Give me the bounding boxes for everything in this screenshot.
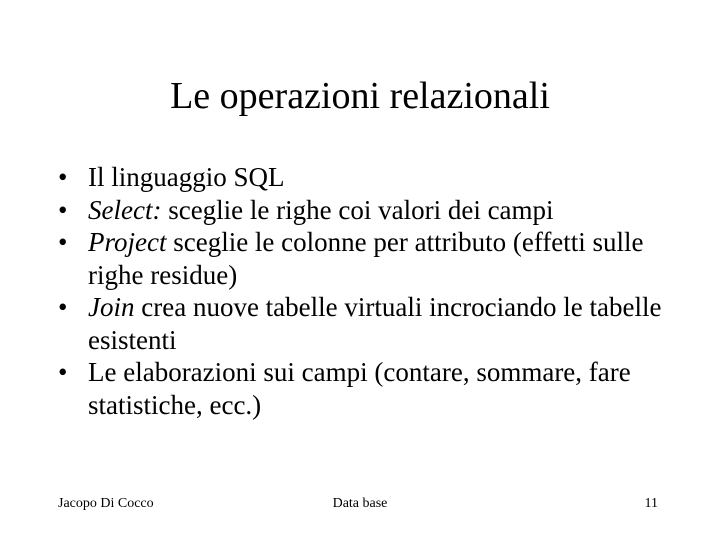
bullet-item <box>56 291 676 356</box>
bullet-icon: • <box>58 292 68 322</box>
bullet-text: crea nuove tabelle virtuali incrociando le tabelle esistenti <box>88 292 662 355</box>
footer-subject: Data base <box>332 496 388 511</box>
bullet-text: sceglie le righe coi valori dei campi <box>161 194 554 225</box>
footer-author: Jacopo Di Cocco <box>58 496 154 511</box>
bullet-text: Le elaborazioni sui campi (contare, sommare, fare statistiche, ecc.) <box>88 357 631 420</box>
bullet-item <box>56 161 676 194</box>
bullet-icon: • <box>58 357 68 387</box>
slide-title: Le operazioni relazionali <box>170 75 550 117</box>
bullet-list <box>56 161 676 421</box>
bullet-keyword: Select: <box>88 194 162 225</box>
bullet-keyword: Join <box>88 292 135 322</box>
bullet-icon: • <box>58 194 68 225</box>
bullet-item <box>56 356 676 421</box>
bullet-keyword: Project <box>88 227 167 257</box>
bullet-item <box>56 194 676 227</box>
bullet-icon: • <box>58 227 68 257</box>
bullet-text: Il linguaggio SQL <box>88 162 285 192</box>
footer-page-number: 11 <box>644 496 658 511</box>
bullet-icon: • <box>58 162 68 192</box>
bullet-text: sceglie le colonne per attributo (effetti sulle righe residue) <box>88 227 644 290</box>
bullet-item <box>56 226 676 291</box>
